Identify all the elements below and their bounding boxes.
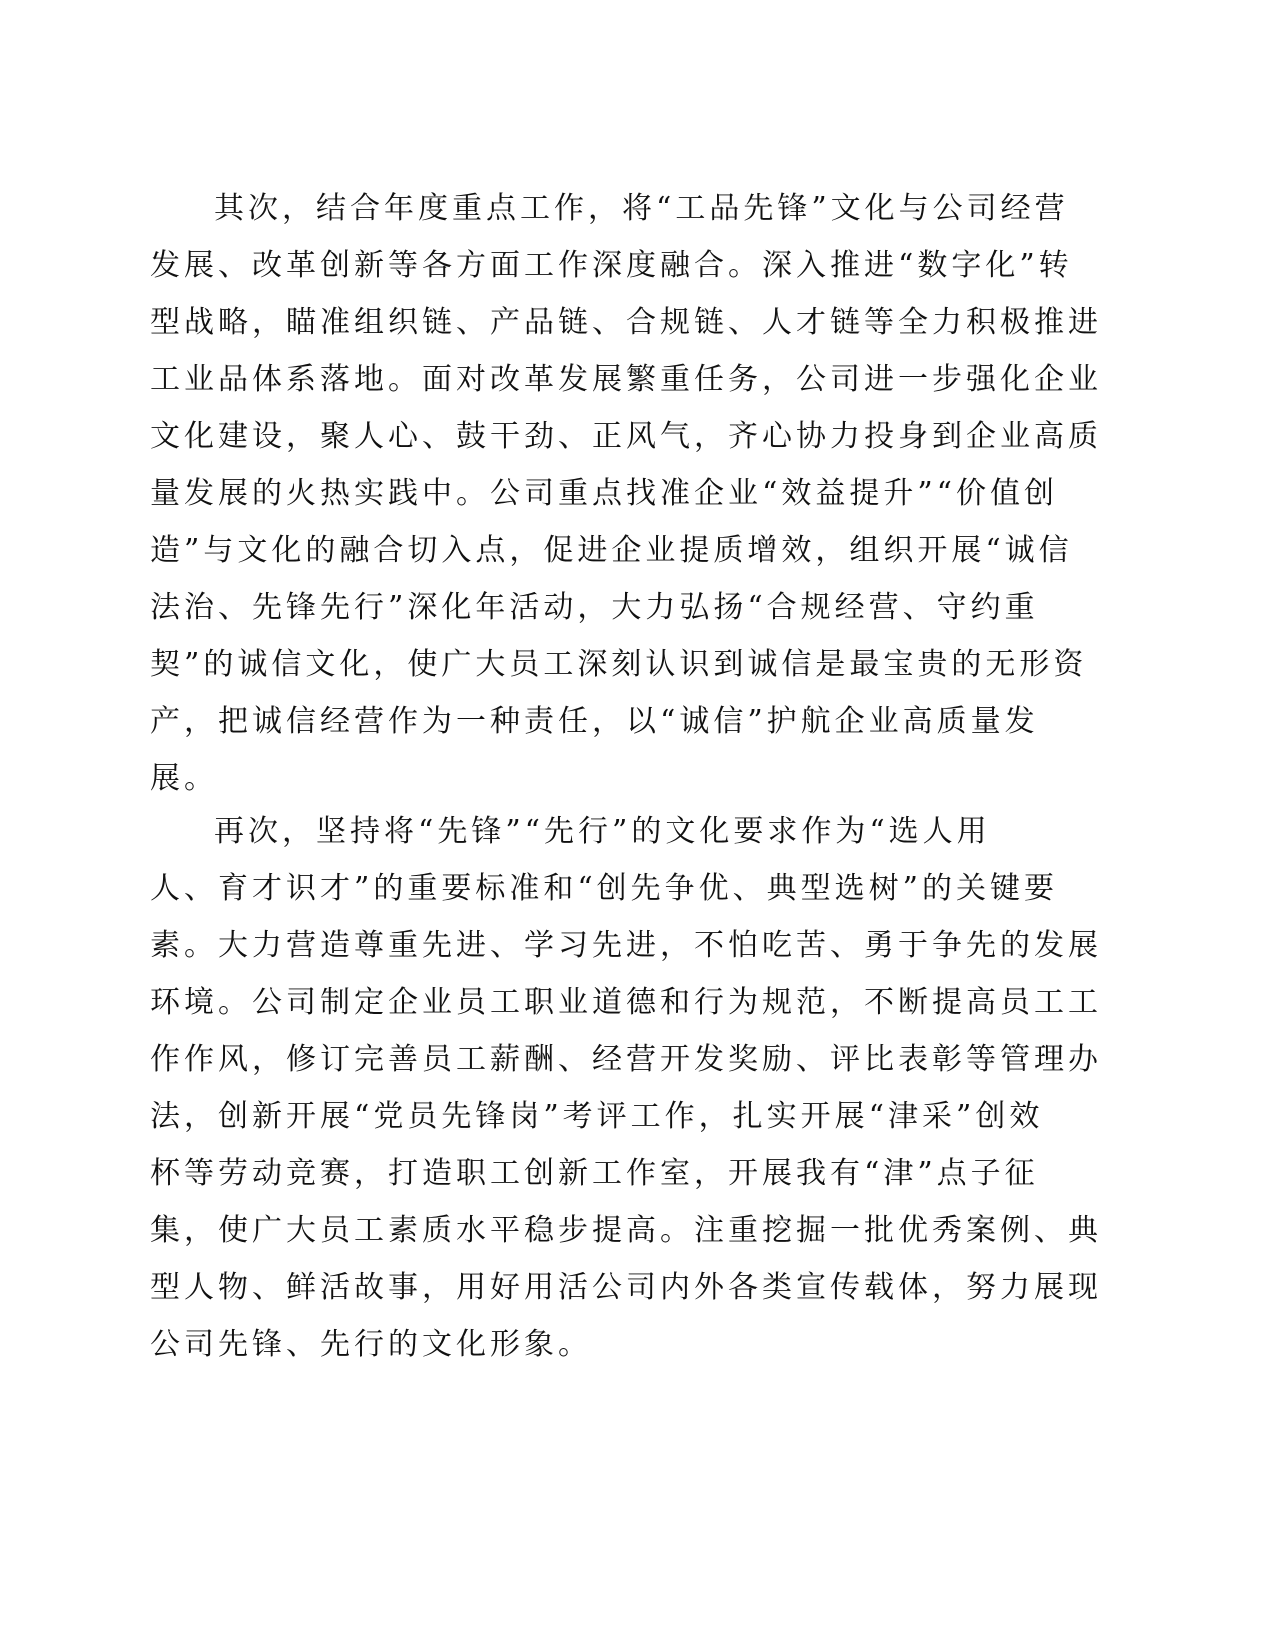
paragraph-line: 契”的诚信文化，使广大员工深刻认识到诚信是最宝贵的无形资: [150, 647, 1088, 682]
paragraph-line: 法，创新开展“党员先锋岗”考评工作，扎实开展“津采”创效: [150, 1099, 1044, 1134]
paragraph-line: 发展、改革创新等各方面工作深度融合。深入推进“数字化”转: [150, 248, 1073, 283]
paragraph-line: 型人物、鲜活故事，用好用活公司内外各类宣传载体，努力展现: [150, 1270, 1102, 1305]
paragraph-line: 人、育才识才”的重要标准和“创先争优、典型选树”的关键要: [150, 871, 1059, 906]
paragraph-line: 文化建设，聚人心、鼓干劲、正风气，齐心协力投身到企业高质: [150, 419, 1102, 454]
paragraph-line: 作作风，修订完善员工薪酬、经营开发奖励、评比表彰等管理办: [150, 1042, 1102, 1077]
paragraph-line: 素。大力营造尊重先进、学习先进，不怕吃苦、勇于争先的发展: [150, 928, 1102, 963]
paragraph-1: [150, 180, 1102, 807]
paragraph-line: 其次，结合年度重点工作，将“工品先锋”文化与公司经营: [214, 191, 1069, 226]
paragraph-line: 量发展的火热实践中。公司重点找准企业“效益提升”“价值创: [150, 476, 1059, 511]
paragraph-line: 公司先锋、先行的文化形象。: [150, 1327, 592, 1362]
paragraph-line: 再次，坚持将“先锋”“先行”的文化要求作为“选人用: [214, 814, 991, 849]
paragraph-line: 法治、先锋先行”深化年活动，大力弘扬“合规经营、守约重: [150, 590, 1039, 625]
paragraph-2: [150, 803, 1102, 1373]
paragraph-line: 集，使广大员工素质水平稳步提高。注重挖掘一批优秀案例、典: [150, 1213, 1102, 1248]
paragraph-line: 杯等劳动竞赛，打造职工创新工作室，开展我有“津”点子征: [150, 1156, 1039, 1191]
paragraph-line: 工业品体系落地。面对改革发展繁重任务，公司进一步强化企业: [150, 362, 1102, 397]
paragraph-line: 型战略，瞄准组织链、产品链、合规链、人才链等全力积极推进: [150, 305, 1102, 340]
paragraph-line: 造”与文化的融合切入点，促进企业提质增效，组织开展“诚信: [150, 533, 1073, 568]
paragraph-line: 展。: [150, 761, 218, 796]
paragraph-line: 产，把诚信经营作为一种责任，以“诚信”护航企业高质量发: [150, 704, 1039, 739]
paragraph-line: 环境。公司制定企业员工职业道德和行为规范，不断提高员工工: [150, 985, 1102, 1020]
